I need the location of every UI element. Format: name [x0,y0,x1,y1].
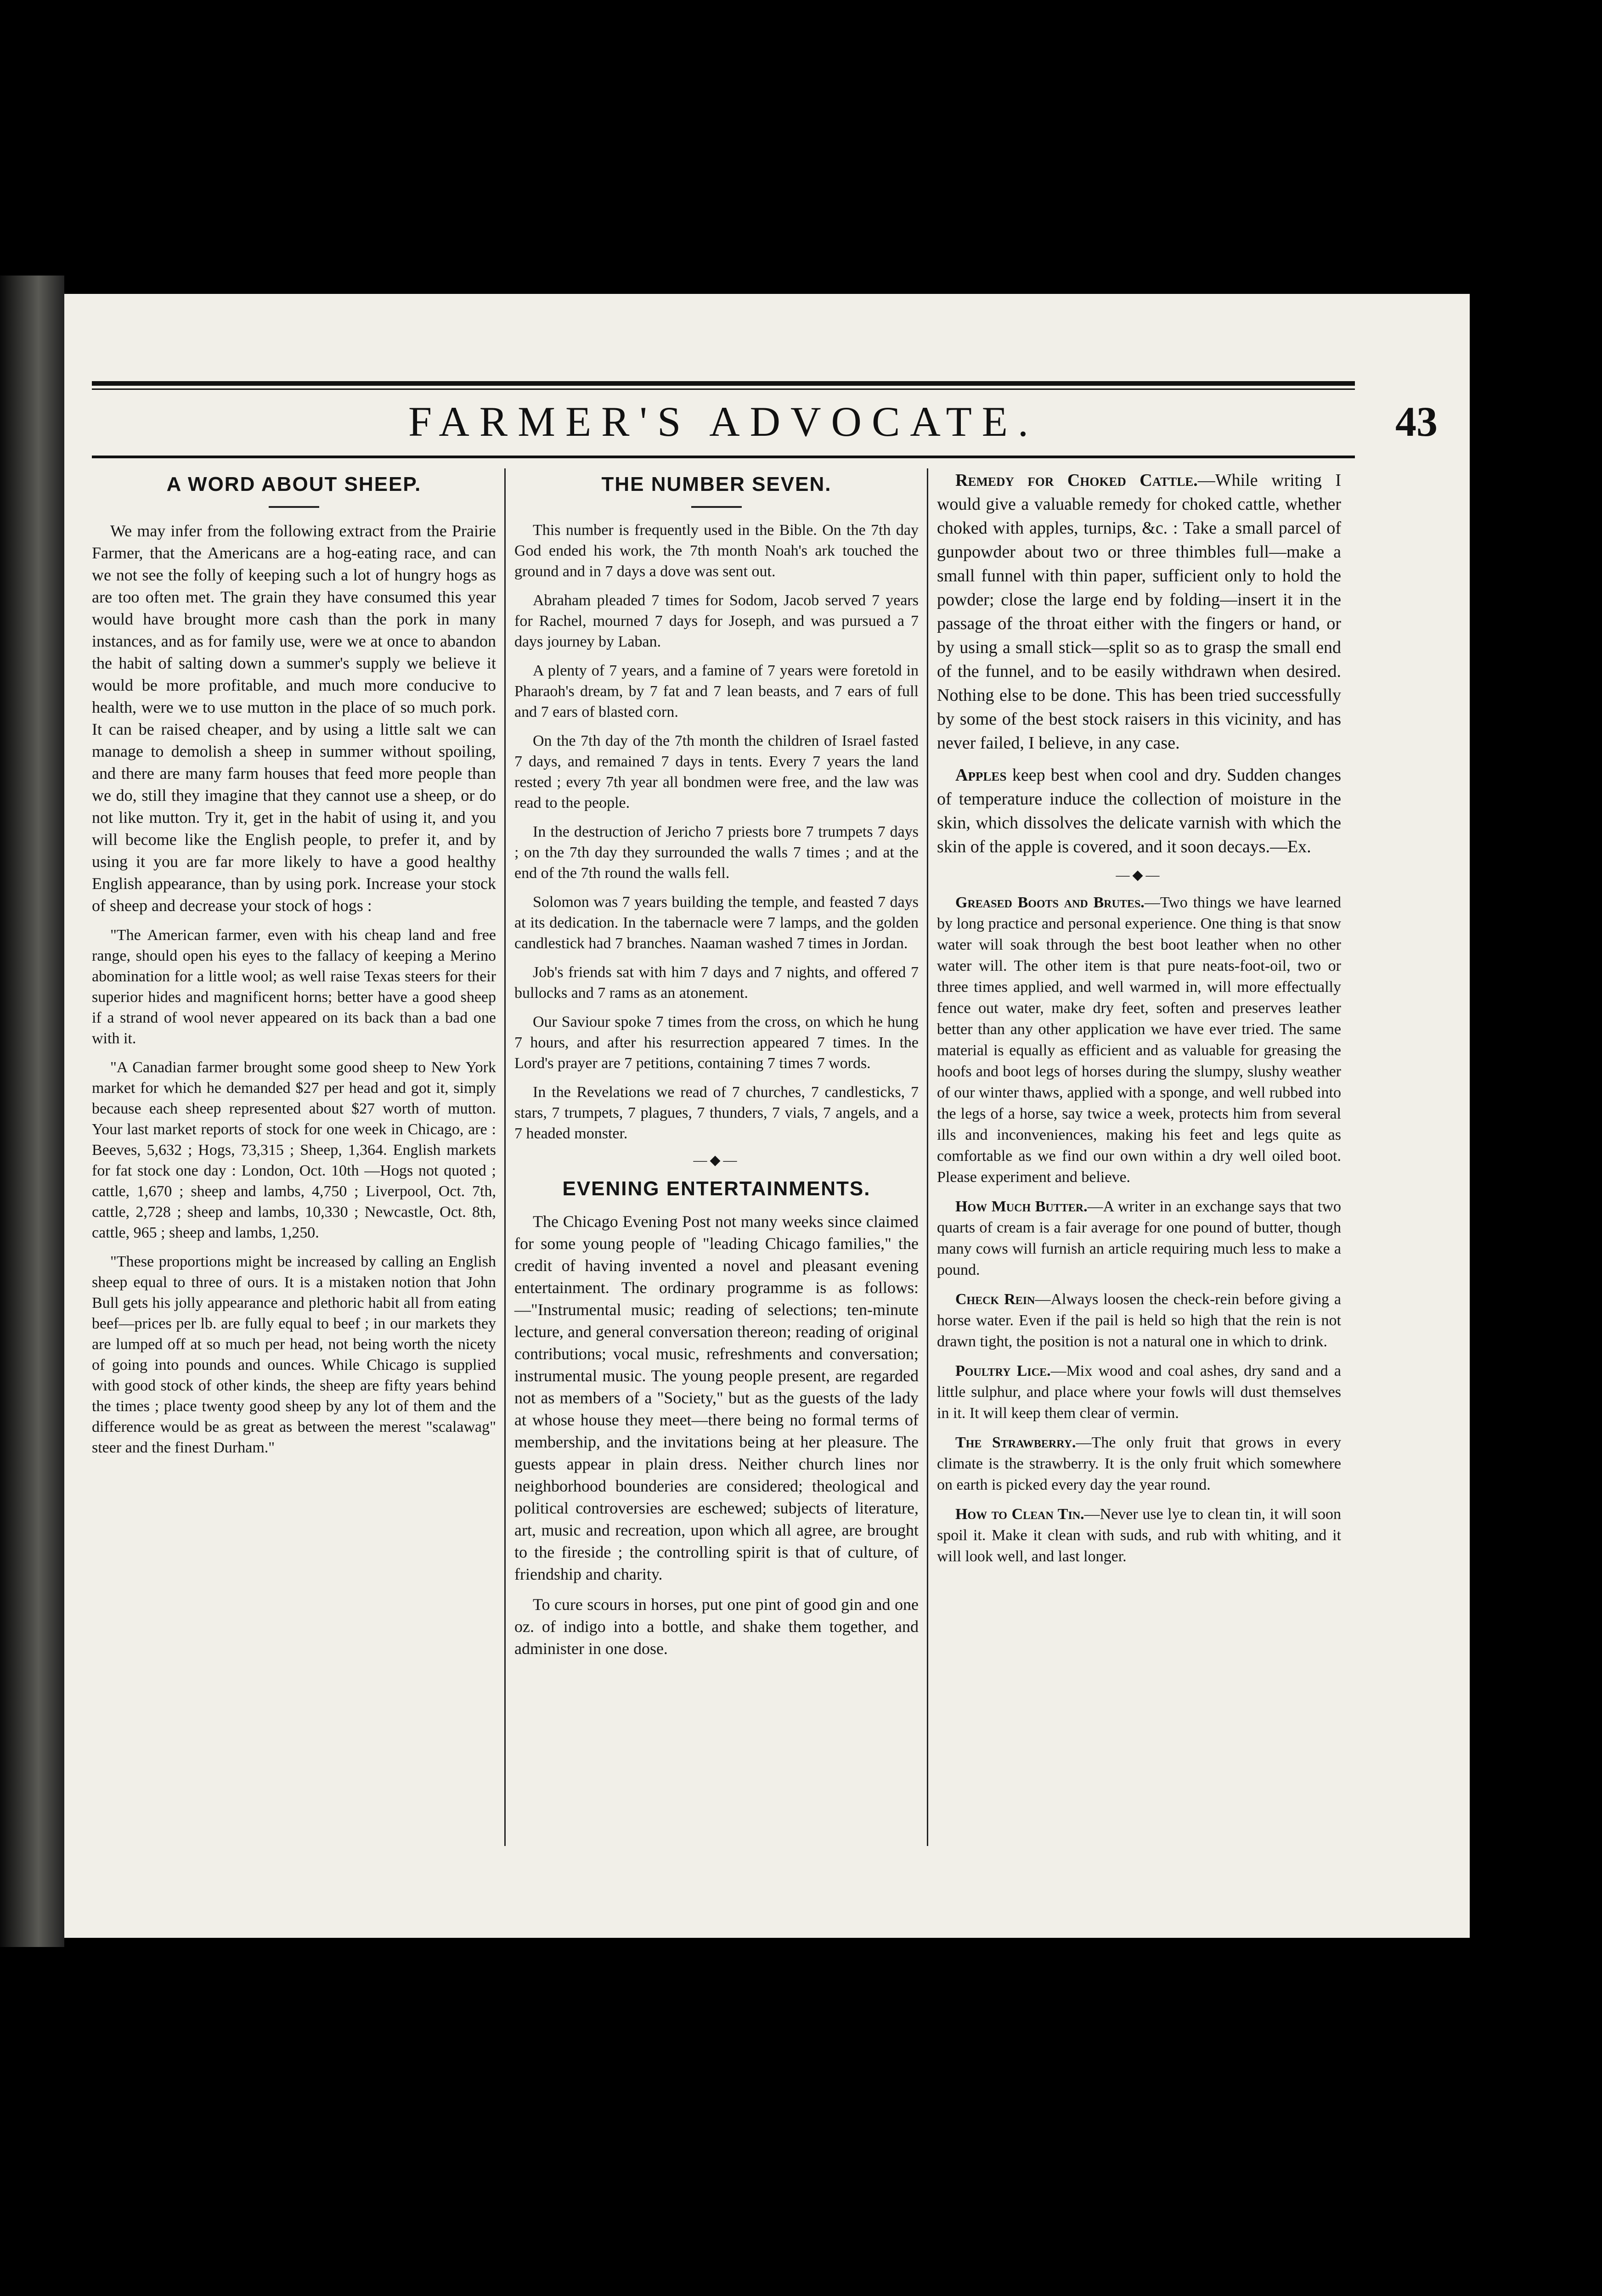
short-items [937,468,1341,1576]
article-title: THE NUMBER SEVEN. [601,473,832,495]
item-body: —Always loosen the check-rein before giving a horse water. Even if the pail is held so high that the rein is not drawn tight, the position is not a natural one in which to drink. [937,1291,1341,1350]
book-spine [0,276,64,1947]
title-rule [269,506,319,508]
item-head: How to Clean Tin. [955,1506,1084,1523]
paragraph: In the destruction of Jericho 7 priests bore 7 trumpets 7 days ; on the 7th day they surrounded the walls 7 times ; and at the end of the 7th round the walls fell. [514,823,919,882]
paragraph: "These proportions might be increased by calling an English sheep equal to three of ours. It is a mistaken notion that John Bull gets his jolly appearance and plethoric habit all from eating beef—prices per lb. are fully equal to beef ; in our markets they are lumped off at so much per head, not being worth the nicety of going into pounds and ounces. While Chicago is supplied with good stock of other kinds, the sheep are fifty years behind the times ; place twenty good sheep by any lot of them and the difference would be as great as between the merest "scalawag" steer and the finest Durham." [92,1253,496,1456]
item-check-rein [937,1289,1341,1352]
header-rule-thin [92,388,1355,390]
item-head: Apples [955,765,1007,785]
item-body: —Two things we have learned by long practice and personal experience. One thing is that snow water will soak through the best boot leather when no other water will. The other item is that pure neats-foot-oil, two or three times applied, and well warmed in, will more effectually fence out water, make dry feet, soften and preserves leather better than any other application we have ever tried. The same material is equally as efficient and as valuable for greasing the hoofs and boot legs of horses during the slumpy, slushy weather of our winter thaws, applied with a sponge, and well rubbed into the legs of a horse, say twice a week, protects him from several ills and inconveniences, making his feet and legs quite as comfortable as we find our own within a dry well oiled boot. Please experiment and believe. [937,894,1341,1186]
item-remedy-choked-cattle [937,468,1341,755]
ornament-divider: —◆— [693,1153,740,1168]
item-head: Greased Boots and Brutes. [955,894,1145,911]
article-sheep [92,468,496,1466]
paragraph: The Chicago Evening Post not many weeks since claimed for some young people of "leading Chicago families," the credit of having invented a novel and pleasant evening entertainment. The ordinary programme is as follows:—"Instrumental music; reading of selections; ten-minute lecture, and general conversation thereon; reading of original contributions; vocal music, refreshments and conversation; instrumental music. The young people present, are regarded not as members of a "Society," but as the guests of the lady at whose house they meet—there being no formal terms of membership, and the invitations being at her pleasure. The guests appear in plain dress. Neither church lines nor neighborhood bounderies are considered; theological and political controversies are eschewed; subjects of literature, art, music and recreation, upon which all agree, are brought to the fireside ; the controlling spirit is that of culture, of friendship and charity. [514,1212,919,1583]
item-body: —While writing I would give a valuable remedy for choked cattle, whether choked with apples, turnips, &c. : Take a small parcel of gunpowder about two or three thimbles full—make a small funnel with thin paper, sufficient only to hold the powder; close the large end by folding—insert it in the passage of the throat either with the fingers or hand, or by using a small stick—split so as to grasp the small end of the funnel, and to be easily withdrawn when desired. Nothing else to be done. This has been tried successfully by some of the best stock raisers in this vicinity, and has never failed, I believe, in any case. [937,471,1341,753]
paragraph: Abraham pleaded 7 times for Sodom, Jacob served 7 years for Rachel, mourned 7 days for Joseph, and was pursued a 7 days journey by Laban. [514,592,919,650]
item-strawberry [937,1432,1341,1496]
paragraph: We may infer from the following extract from the Prairie Farmer, that the Americans are a hog-eating race, and can we not see the folly of keeping such a lot of hungry hogs as are too often met. The grain they have consumed this year would have brought more cash than the pork in many instances, and as for family use, were we at once to abandon the habit of salting down a summer's supply we believe it would be more profitable, and much more conducive to health, were we to use mutton in the place of so much pork. It can be raised cheaper, and by using a little salt we can manage to demolish a sheep in summer without spoiling, and there are many farm houses that feed more people than we do, still they imagine that they cannot use a sheep, or do not like mutton. Try it, get in the habit of using it, and you will become like the English people, to prefer it, and by using it you are far more likely to have a good healthy English appearance, than by using pork. Increase your stock of sheep and decrease your stock of hogs : [92,522,496,915]
article-title: EVENING ENTERTAINMENTS. [562,1177,871,1200]
item-body: —Mix wood and coal ashes, dry sand and a little sulphur, and place where your fowls will dust themselves in it. It will keep them clear of vermin. [937,1362,1341,1422]
newspaper-page [64,294,1470,1938]
header-rule-bottom [92,456,1355,458]
paragraph: "The American farmer, even with his cheap land and free range, should open his eyes to the fallacy of keeping a Merino abomination for a little wool; as well raise Texas steers for their superior hides and magnificent horns; better have a good sheep if a strand of wool never appeared on its back than a bad one with it. [92,927,496,1047]
column-divider [927,468,928,1846]
item-body: —The only fruit that grows in every climate is the strawberry. It is the only fruit which somewhere on earth is picked every day the year round. [937,1434,1341,1493]
paragraph: Our Saviour spoke 7 times from the cross, on which he hung 7 hours, and after his resurrection appeared 7 times. In the Lord's prayer are 7 petitions, containing 7 times 7 words. [514,1013,919,1072]
paragraph: To cure scours in horses, put one pint of good gin and one oz. of indigo into a bottle, and shake them together, and administer in one dose. [514,1595,919,1658]
article-title: A WORD ABOUT SHEEP. [166,473,422,495]
page-number: 43 [1395,398,1438,445]
item-body: —A writer in an exchange says that two quarts of cream is a fair average for one pound of butter, though many cows will furnish an article requiring much less to make a pound. [937,1198,1342,1278]
item-greased-boots [937,892,1341,1188]
paragraph: In the Revelations we read of 7 churches, 7 candlesticks, 7 stars, 7 trumpets, 7 plagues, 7 thunders, 7 vials, 7 angels, and a 7 headed monster. [514,1084,919,1142]
ornament-divider: —◆— [1116,867,1162,883]
item-head: Remedy for Choked Cattle. [955,471,1198,490]
masthead-title: FARMER'S ADVOCATE. [408,398,1038,445]
title-rule [691,506,742,508]
paragraph: A plenty of 7 years, and a famine of 7 years were foretold in Pharaoh's dream, by 7 fat and 7 lean beasts, and 7 ears of full and 7 ears of blasted corn. [514,662,919,720]
item-head: Check Rein [955,1291,1035,1308]
paragraph: On the 7th day of the 7th month the children of Israel fasted 7 days, and remained 7 days in tents. Every 7 years the land rested ; every 7th year all bondmen were free, and the law was read to the people. [514,732,919,811]
item-apples [937,763,1341,859]
item-butter [937,1196,1341,1281]
paragraph: This number is frequently used in the Bible. On the 7th day God ended his work, the 7th month Noah's ark touched the ground and in 7 days a dove was sent out. [514,522,919,580]
item-poultry-lice [937,1361,1341,1424]
item-clean-tin [937,1504,1341,1567]
item-head: How Much Butter. [955,1198,1088,1215]
header-rule [92,381,1355,386]
item-body: keep best when cool and dry. Sudden changes of temperature induce the collection of moisture in the skin, which dissolves the delicate varnish with which the skin of the apple is covered, and it soon decays.—Ex. [937,765,1341,856]
paragraph: Solomon was 7 years building the temple, and feasted 7 days at its dedication. In the tabernacle were 7 lamps, and the golden candlestick had 7 branches. Naaman washed 7 times in Jordan. [514,894,919,952]
item-head: The Strawberry. [955,1434,1076,1451]
article-number-seven [514,468,919,1668]
paragraph: Job's friends sat with him 7 days and 7 nights, and offered 7 bullocks and 7 rams as an atonement. [514,964,919,1002]
item-body: —Never use lye to clean tin, it will soon spoil it. Make it clean with suds, and rub with whiting, and it will look well, and last longer. [937,1506,1341,1565]
paragraph: "A Canadian farmer brought some good sheep to New York market for which he demanded $27 per head and got it, simply because each sheep represented about $27 worth of mutton. Your last market reports of stock for one week in Chicago, are : Beeves, 5,632 ; Hogs, 73,315 ; Sheep, 1,364. English markets for fat stock one day : London, Oct. 10th —Hogs not quoted ; cattle, 1,670 ; sheep and lambs, 4,750 ; Liverpool, Oct. 7th, cattle, 2,728 ; sheep and lambs, 10,330 ; Newcastle, Oct. 8th, cattle, 965 ; sheep and lambs, 1,250. [92,1059,496,1241]
item-head: Poultry Lice. [955,1362,1051,1379]
column-divider [504,468,506,1846]
